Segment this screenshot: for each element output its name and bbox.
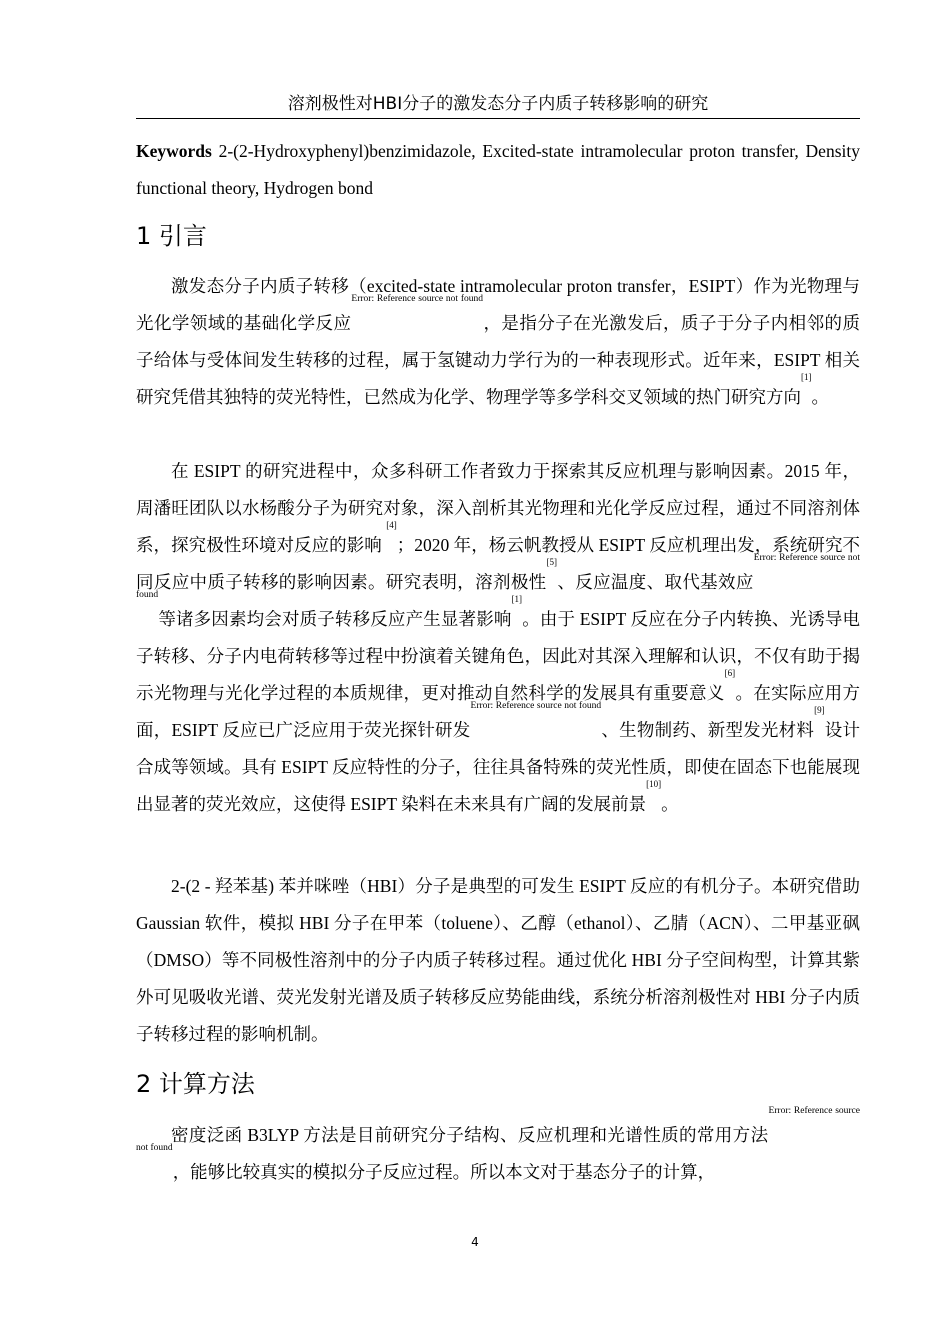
text-run: 。在实际应用方面，ESIPT 反应已广泛应用于荧光探针研发	[136, 683, 861, 740]
running-title: 溶剂极性对HBI分子的激发态分子内质子转移影响的研究	[136, 92, 860, 119]
reference-error: Error: Reference source not found	[470, 701, 602, 711]
text-run: 2-(2 - 羟苯基) 苯并咪唑（HBI）分子是典型的可发生 ESIPT 反应的有机分子。本研究借助 Gaussian 软件，模拟 HBI 分子在甲苯（toluene）、乙醇（ethanol）、乙腈（ACN）、二甲基亚砜（DMSO）等不同极性溶剂中的分子内质子转移过程。通过优化 HBI 分子空间构型，计算其紫外可见吸收光谱、荧光发射光谱及质子转移反应势能曲线，系统分析溶剂极性对 HBI 分子内质子转移过程的影响机制。	[136, 876, 860, 1044]
reference-error: Error: Reference source not found	[136, 1106, 860, 1153]
text-run: ；2020 年，杨云帆教授从 ESIPT 反应机理出发，系统研究不同反应中质子转移的影响因素。研究表明，溶剂极性	[136, 535, 861, 592]
methods-paragraph-1	[136, 1106, 860, 1191]
citation: [5]	[546, 557, 558, 567]
text-run: ，是指分子在光激发后，质子于分子内相邻的质子给体与受体间发生转移的过程，属于氢键动力学行为的一种表现形式。近年来，ESIPT 相关研究凭借其独特的荧光特性，已然成为化学、物理学等多学科交叉领域的热门研究方向	[136, 313, 861, 407]
text-run: 。	[661, 794, 679, 814]
intro-paragraph-2	[136, 453, 860, 823]
citation: [6]	[724, 668, 736, 678]
citation: [9]	[814, 705, 825, 715]
reference-error: Error: Reference source not found	[136, 553, 861, 600]
text-run: 、反应温度、取代基效应	[557, 572, 754, 592]
keywords-text: 2-(2-Hydroxyphenyl)benzimidazole, Excited-state intramolecular proton transfer, Density functional theory, Hydrogen bond	[136, 141, 860, 198]
keywords-label: Keywords	[136, 141, 212, 161]
intro-paragraph-3	[136, 868, 860, 1053]
intro-paragraph-1	[136, 268, 860, 416]
reference-error: Error: Reference source not found	[351, 294, 484, 304]
section-heading-introduction: 1 引言	[136, 222, 207, 250]
text-run: 在 ESIPT 的研究进程中，众多科研工作者致力于探索其反应机理与影响因素。2015 年，周潘旺团队以水杨酸分子为研究对象，深入剖析其光物理和光化学反应过程，通过不同溶剂体系，探究极性环境对反应的影响	[136, 461, 860, 555]
text-run: 密度泛函 B3LYP 方法是目前研究分子结构、反应机理和光谱性质的常用方法	[171, 1125, 769, 1145]
text-run: 。	[811, 387, 829, 407]
section-heading-methods: 2 计算方法	[136, 1070, 255, 1098]
text-run: 。由于 ESIPT 反应在分子内转换、光诱导电子转移、分子内电荷转移等过程中扮演着关键角色，因此对其深入理解和认识，不仅有助于揭示光物理与光化学过程的本质规律，更对推动自然科学的发展具有重要意义	[136, 609, 861, 703]
text-run: 设计合成等领域。具有 ESIPT 反应特性的分子，往往具备特殊的荧光性质，即使在固态下也能展现出显著的荧光效应，这使得 ESIPT 染料在未来具有广阔的发展前景	[136, 720, 861, 814]
text-run: 激发态分子内质子转移（excited-state intramolecular proton transfer，ESIPT）作为光物理与光化学领域的基础化学反应	[136, 276, 860, 333]
text-run: ，能够比较真实的模拟分子反应过程。所以本文对于基态分子的计算，	[172, 1162, 716, 1182]
keywords-paragraph	[136, 133, 860, 207]
citation: [10]	[646, 779, 662, 789]
citation: [4]	[386, 520, 397, 530]
citation: [1]	[801, 372, 812, 382]
citation: [1]	[511, 594, 523, 604]
text-run: 、生物制药、新型发光材料	[601, 720, 815, 740]
page-number: 4	[471, 1235, 479, 1249]
text-run: 等诸多因素均会对质子转移反应产生显著影响	[158, 609, 512, 629]
